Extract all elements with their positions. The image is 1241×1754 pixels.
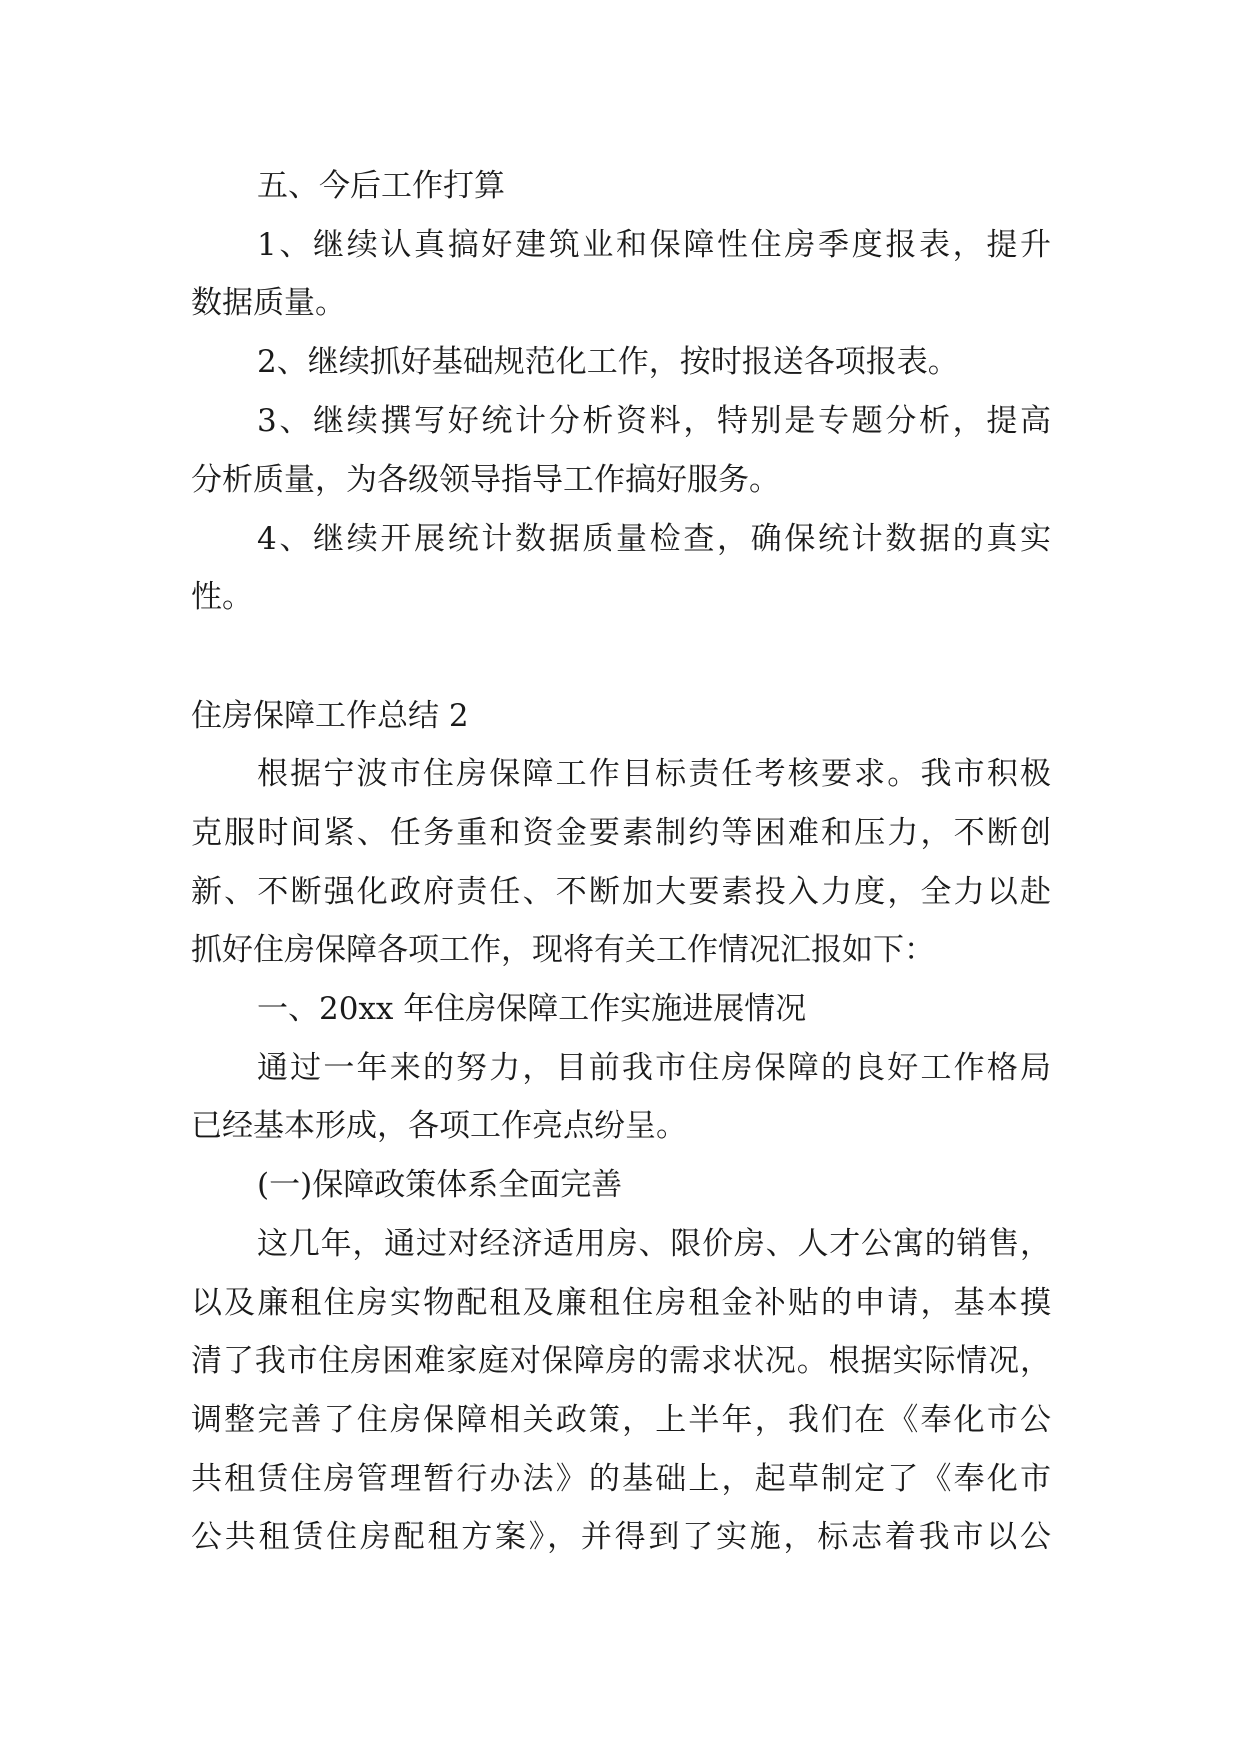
paragraph-line: 分析质量，为各级领导指导工作搞好服务。: [191, 462, 780, 498]
paragraph-line: 2、继续抓好基础规范化工作，按时报送各项报表。: [257, 344, 959, 380]
paragraph-line: 根据宁波市住房保障工作目标责任考核要求。我市积极: [257, 756, 1051, 792]
paragraph-line: 抓好住房保障各项工作，现将有关工作情况汇报如下：: [191, 932, 935, 968]
paragraph-line: 共租赁住房管理暂行办法》的基础上，起草制定了《奉化市: [191, 1461, 1051, 1497]
paragraph-line: 3、继续撰写好统计分析资料，特别是专题分析，提高: [257, 403, 1051, 439]
paragraph-line: 数据质量。: [191, 285, 346, 321]
paragraph-line: 性。: [191, 579, 253, 615]
paragraph-line: 以及廉租住房实物配租及廉租住房租金补贴的申请，基本摸: [191, 1285, 1051, 1321]
paragraph-line: 新、不断强化政府责任、不断加大要素投入力度，全力以赴: [191, 874, 1051, 910]
subsection-heading: (一)保障政策体系全面完善: [257, 1167, 623, 1203]
section-heading: 一、20xx 年住房保障工作实施进展情况: [257, 991, 807, 1027]
paragraph-line: 1、继续认真搞好建筑业和保障性住房季度报表，提升: [257, 227, 1051, 263]
paragraph-line: 已经基本形成，各项工作亮点纷呈。: [191, 1108, 687, 1144]
paragraph-line: 4、继续开展统计数据质量检查，确保统计数据的真实: [257, 521, 1051, 557]
paragraph-line: 这几年，通过对经济适用房、限价房、人才公寓的销售，: [257, 1226, 1051, 1262]
paragraph-line: 克服时间紧、任务重和资金要素制约等困难和压力，不断创: [191, 815, 1051, 851]
section-heading: 五、今后工作打算: [257, 168, 505, 204]
document-title: 住房保障工作总结 2: [191, 698, 469, 734]
paragraph-line: 公共租赁住房配租方案》，并得到了实施，标志着我市以公: [191, 1519, 1051, 1555]
paragraph-line: 清了我市住房困难家庭对保障房的需求状况。根据实际情况，: [191, 1343, 1051, 1379]
paragraph-line: 通过一年来的努力，目前我市住房保障的良好工作格局: [257, 1050, 1051, 1086]
paragraph-line: 调整完善了住房保障相关政策，上半年，我们在《奉化市公: [191, 1402, 1051, 1438]
